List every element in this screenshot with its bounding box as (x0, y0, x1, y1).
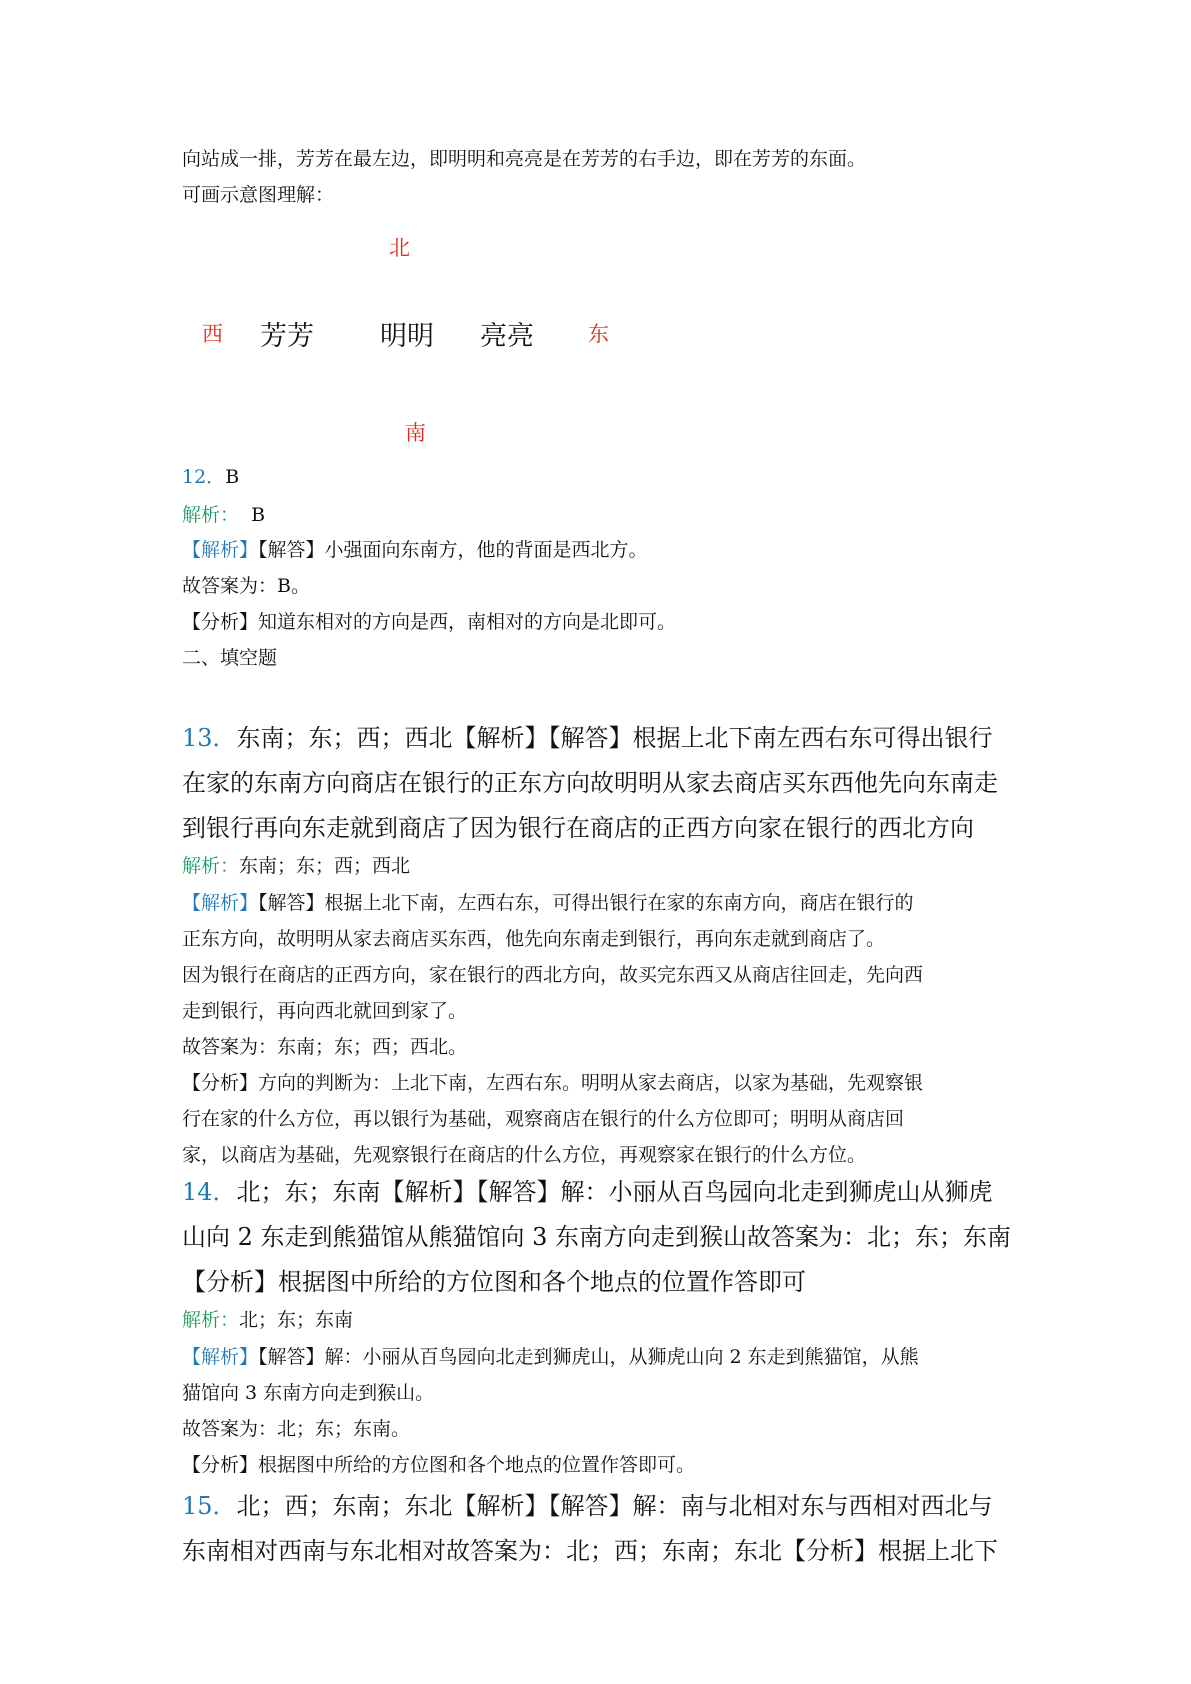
text-line: 因为银行在商店的正西方向，家在银行的西北方向，故买完东西又从商店往回走，先向西 (182, 964, 924, 986)
jiexi-tag: 【解析】 (182, 892, 259, 914)
name-fangfang: 芳芳 (260, 321, 314, 352)
question-13-jiexi (182, 851, 410, 878)
question-14-explanation: 【解析】【解答】解：小丽从百鸟园向北走到狮虎山，从狮虎山向 2 东走到熊猫馆，从熊 (182, 1346, 919, 1368)
question-15-line: 15．北；西；东南；东北【解析】【解答】解：南与北相对东与西相对西北与 (182, 1492, 993, 1520)
text-line: 猫馆向 3 东南方向走到猴山。 (182, 1382, 435, 1404)
text-line: 家，以商店为基础，先观察银行在商店的什么方位，再观察家在银行的什么方位。 (182, 1144, 867, 1166)
direction-south: 南 (405, 421, 426, 445)
question-number: 14． (182, 1178, 237, 1206)
question-number: 15． (182, 1492, 237, 1520)
text-line: 行在家的什么方位，再以银行为基础，观察商店在银行的什么方位即可；明明从商店回 (182, 1108, 905, 1130)
direction-east: 东 (588, 322, 609, 346)
question-12-answer (182, 462, 239, 489)
text-line: 正东方向，故明明从家去商店买东西，他先向东南走到银行，再向东走就到商店了。 (182, 928, 886, 950)
explanation-text: 【解答】小强面向东南方，他的背面是西北方。 (258, 539, 648, 561)
question-13-conclusion: 故答案为：东南；东；西；西北。 (182, 1036, 468, 1058)
name-liangliang: 亮亮 (480, 321, 534, 352)
question-14-conclusion: 故答案为：北；东；东南。 (182, 1418, 411, 1440)
text-line: 向站成一排，芳芳在最左边，即明明和亮亮是在芳芳的右手边，即在芳芳的东面。 (182, 148, 867, 170)
jiexi-value: B (251, 504, 266, 526)
text-line: 可画示意图理解： (182, 184, 335, 206)
jiexi-tag: 【解析】 (182, 539, 259, 561)
section-heading: 二、填空题 (182, 647, 278, 669)
question-13-line: 到银行再向东走就到商店了因为银行在商店的正西方向家在银行的西北方向 (182, 814, 974, 842)
question-13-line: 在家的东南方向商店在银行的正东方向故明明从家去商店买东西他先向东南走 (182, 769, 998, 797)
question-13-analysis: 【分析】方向的判断为：上北下南，左西右东。明明从家去商店，以家为基础，先观察银 (182, 1072, 924, 1094)
question-14-analysis: 【分析】根据图中所给的方位图和各个地点的位置作答即可。 (182, 1454, 696, 1476)
question-12-jiexi (182, 500, 265, 527)
answer-text: B (225, 466, 240, 488)
question-12-conclusion: 故答案为：B。 (182, 575, 310, 597)
question-12-analysis: 【分析】知道东相对的方向是西，南相对的方向是北即可。 (182, 611, 677, 633)
question-13-line: 13．东南；东；西；西北【解析】【解答】根据上北下南左西右东可得出银行 (182, 724, 993, 752)
text-line: 走到银行，再向西北就回到家了。 (182, 1000, 468, 1022)
question-14-line: 【分析】根据图中所给的方位图和各个地点的位置作答即可 (182, 1268, 806, 1296)
jiexi-value: 北；东；东南 (239, 1309, 354, 1331)
question-number: 12． (182, 466, 226, 488)
jiexi-value: 东南；东；西；西北 (239, 855, 411, 877)
jiexi-label: 解析： (182, 1309, 240, 1331)
question-14-line: 14．北；东；东南【解析】【解答】解：小丽从百鸟园向北走到狮虎山从狮虎 (182, 1178, 993, 1206)
question-12-explanation (182, 535, 648, 562)
question-15-line: 东南相对西南与东北相对故答案为：北；西；东南；东北【分析】根据上北下 (182, 1537, 998, 1565)
jiexi-label: 解析： (182, 855, 240, 877)
question-14-jiexi (182, 1305, 353, 1332)
question-13-explanation: 【解析】【解答】根据上北下南，左西右东，可得出银行在家的东南方向，商店在银行的 (182, 892, 914, 914)
name-mingming: 明明 (380, 321, 434, 352)
direction-west: 西 (202, 322, 223, 346)
jiexi-tag: 【解析】 (182, 1346, 259, 1368)
direction-north: 北 (389, 236, 410, 260)
jiexi-label: 解析： (182, 504, 240, 526)
question-14-line: 山向 2 东走到熊猫馆从熊猫馆向 3 东南方向走到猴山故答案为：北；东；东南 (182, 1223, 1012, 1251)
question-number: 13． (182, 724, 237, 752)
